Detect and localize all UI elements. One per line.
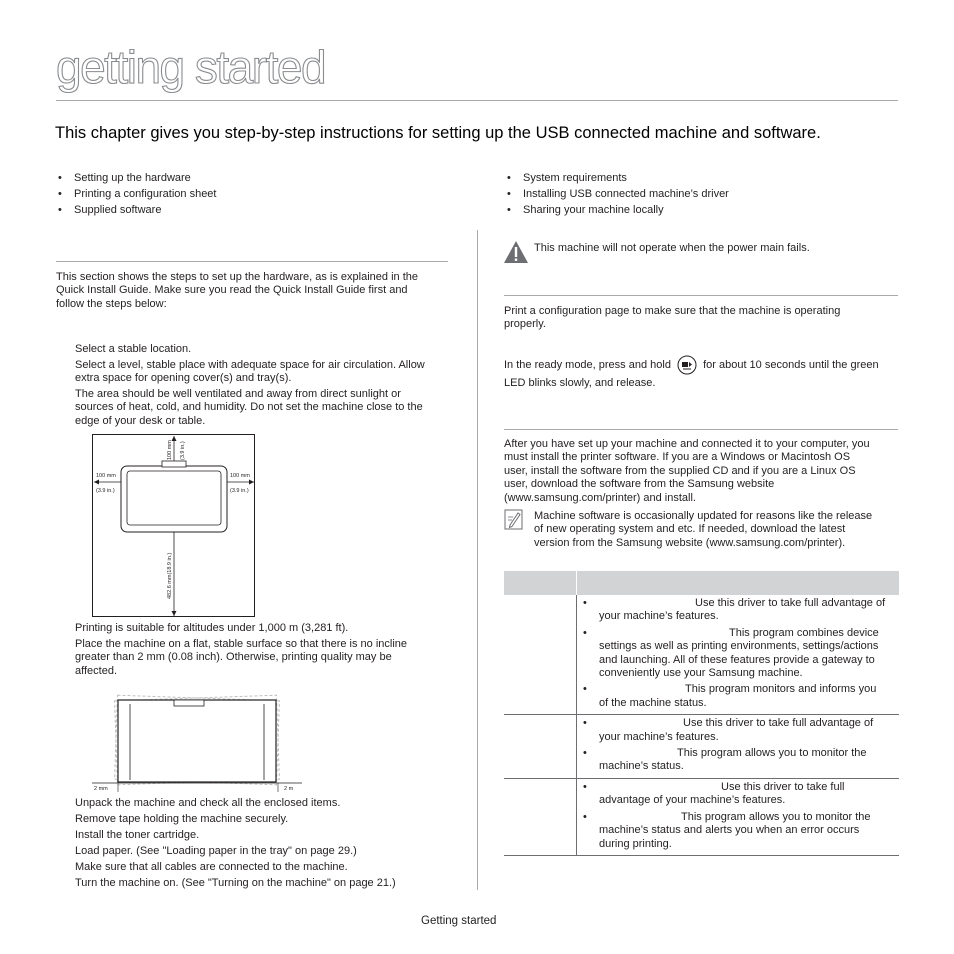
header-contents [577, 571, 900, 595]
list-item: • This program combines device settings as well as printing environments, settings/actions and launching. All of these features provide a gateway to conveniently use your Samsung machine. [577, 627, 899, 681]
hardware-intro: This section shows the steps to set up the hardware, as is explained in the Quick Install Guide. Make sure you read the Quick Install Guide first and follow the steps below: [56, 271, 418, 310]
right-clearance-mm: 100 mm [230, 473, 250, 479]
incline-left-label: 2 mm [94, 786, 108, 792]
list-item: • Use this driver to take full advantage of your machine’s features. [577, 597, 899, 624]
table-row [504, 595, 899, 715]
header-os [504, 571, 577, 595]
list-item: • Use this driver to take full advantage of your machine’s features. [577, 781, 899, 808]
caution-text: This machine will not operate when the power main fails. [534, 242, 810, 254]
left-clearance-in: (3.9 in.) [96, 488, 115, 494]
page-title: getting started [56, 41, 326, 93]
note-text: Machine software is occasionally updated for reasons like the release of new operating system and etc. If needed, download the latest version from the Samsung website (www.samsung.com/printer). [534, 510, 873, 549]
config-intro: Print a configuration page to make sure that the machine is operating properly. [504, 305, 841, 331]
section-rule-software [504, 429, 898, 430]
toc-item[interactable]: • Setting up the hardware [56, 172, 436, 188]
setup-step: Unpack the machine and check all the enclosed items. [75, 797, 341, 809]
flat-surface-note: Place the machine on a flat, stable surface so that there is no incline greater than 2 mm (0.08 inch). Otherwise, printing quality may be affected. [75, 638, 408, 677]
contents-cell [577, 595, 900, 715]
title-rule [56, 100, 898, 101]
list-item: • This program allows you to monitor the machine’s status. [577, 747, 899, 774]
config-instruction: In the ready mode, press and hold for about 10 seconds until the green [504, 355, 904, 375]
toc-item[interactable]: • Supplied software [56, 204, 436, 220]
top-clearance-in: (3.9 in.) [180, 441, 186, 460]
toc-item[interactable]: • Sharing your machine locally [505, 204, 885, 220]
setup-step: Remove tape holding the machine securely. [75, 813, 289, 825]
contents-cell [577, 715, 900, 779]
location-paragraph-1: Select a level, stable place with adequate space for air circulation. Allow extra space for opening cover(s) and tray(s). [75, 359, 425, 385]
list-item: • This program allows you to monitor the machine’s status and alerts you when an error occurs during printing. [577, 811, 899, 851]
software-intro: After you have set up your machine and connected it to your computer, you must install the printer software. If you are a Windows or Macintosh OS user, install the software from the supplied CD and if you are a Linux OS user, download the software from the Samsung website (www.samsung.com/printer) and install. [504, 438, 870, 504]
caution-triangle-icon [503, 240, 529, 264]
setup-steps-list [75, 797, 465, 893]
contents-cell [577, 778, 900, 855]
toc-left [56, 172, 436, 220]
front-clearance: 482.6 mm(18.9 in.) [167, 552, 173, 599]
os-cell [504, 778, 577, 855]
software-table [504, 571, 899, 856]
incline-diagram [92, 684, 302, 794]
toc-item[interactable]: • Installing USB connected machine’s driver [505, 188, 885, 204]
wps-cancel-button-icon [677, 355, 697, 375]
top-clearance-mm: 100 mm [167, 440, 173, 460]
left-clearance-mm: 100 mm [96, 473, 116, 479]
incline-right-label: 2 m [284, 786, 294, 792]
note-pencil-icon [504, 509, 524, 531]
clearance-diagram [92, 434, 256, 618]
list-item: • This program monitors and informs you of the machine status. [577, 683, 899, 710]
step-select-location: Select a stable location. [75, 343, 192, 355]
location-paragraph-2: The area should be well ventilated and away from direct sunlight or sources of heat, cold, and humidity. Do not set the machine close to the edge of your desk or table. [75, 388, 423, 427]
toc-right [505, 172, 885, 220]
setup-step: Turn the machine on. (See "Turning on the machine" on page 21.) [75, 877, 396, 889]
column-divider [477, 230, 478, 890]
section-rule-config [504, 295, 898, 296]
toc-item[interactable]: • Printing a configuration sheet [56, 188, 436, 204]
chapter-intro: This chapter gives you step-by-step instructions for setting up the USB connected machine and software. [55, 124, 821, 142]
section-rule-hardware [56, 261, 448, 262]
table-row [504, 778, 899, 855]
table-row [504, 715, 899, 779]
altitude-note: Printing is suitable for altitudes under 1,000 m (3,281 ft). [75, 622, 349, 634]
setup-step: Make sure that all cables are connected to the machine. [75, 861, 348, 873]
config-instruction-cont: LED blinks slowly, and release. [504, 377, 656, 389]
setup-step: Install the toner cartridge. [75, 829, 200, 841]
list-item: • Use this driver to take full advantage of your machine’s features. [577, 717, 899, 744]
page-footer: Getting started [421, 915, 497, 927]
toc-item[interactable]: • System requirements [505, 172, 885, 188]
os-cell [504, 595, 577, 715]
table-header-row [504, 571, 899, 595]
right-clearance-in: (3.9 in.) [230, 488, 249, 494]
setup-step: Load paper. (See "Loading paper in the tray" on page 29.) [75, 845, 357, 857]
os-cell [504, 715, 577, 779]
